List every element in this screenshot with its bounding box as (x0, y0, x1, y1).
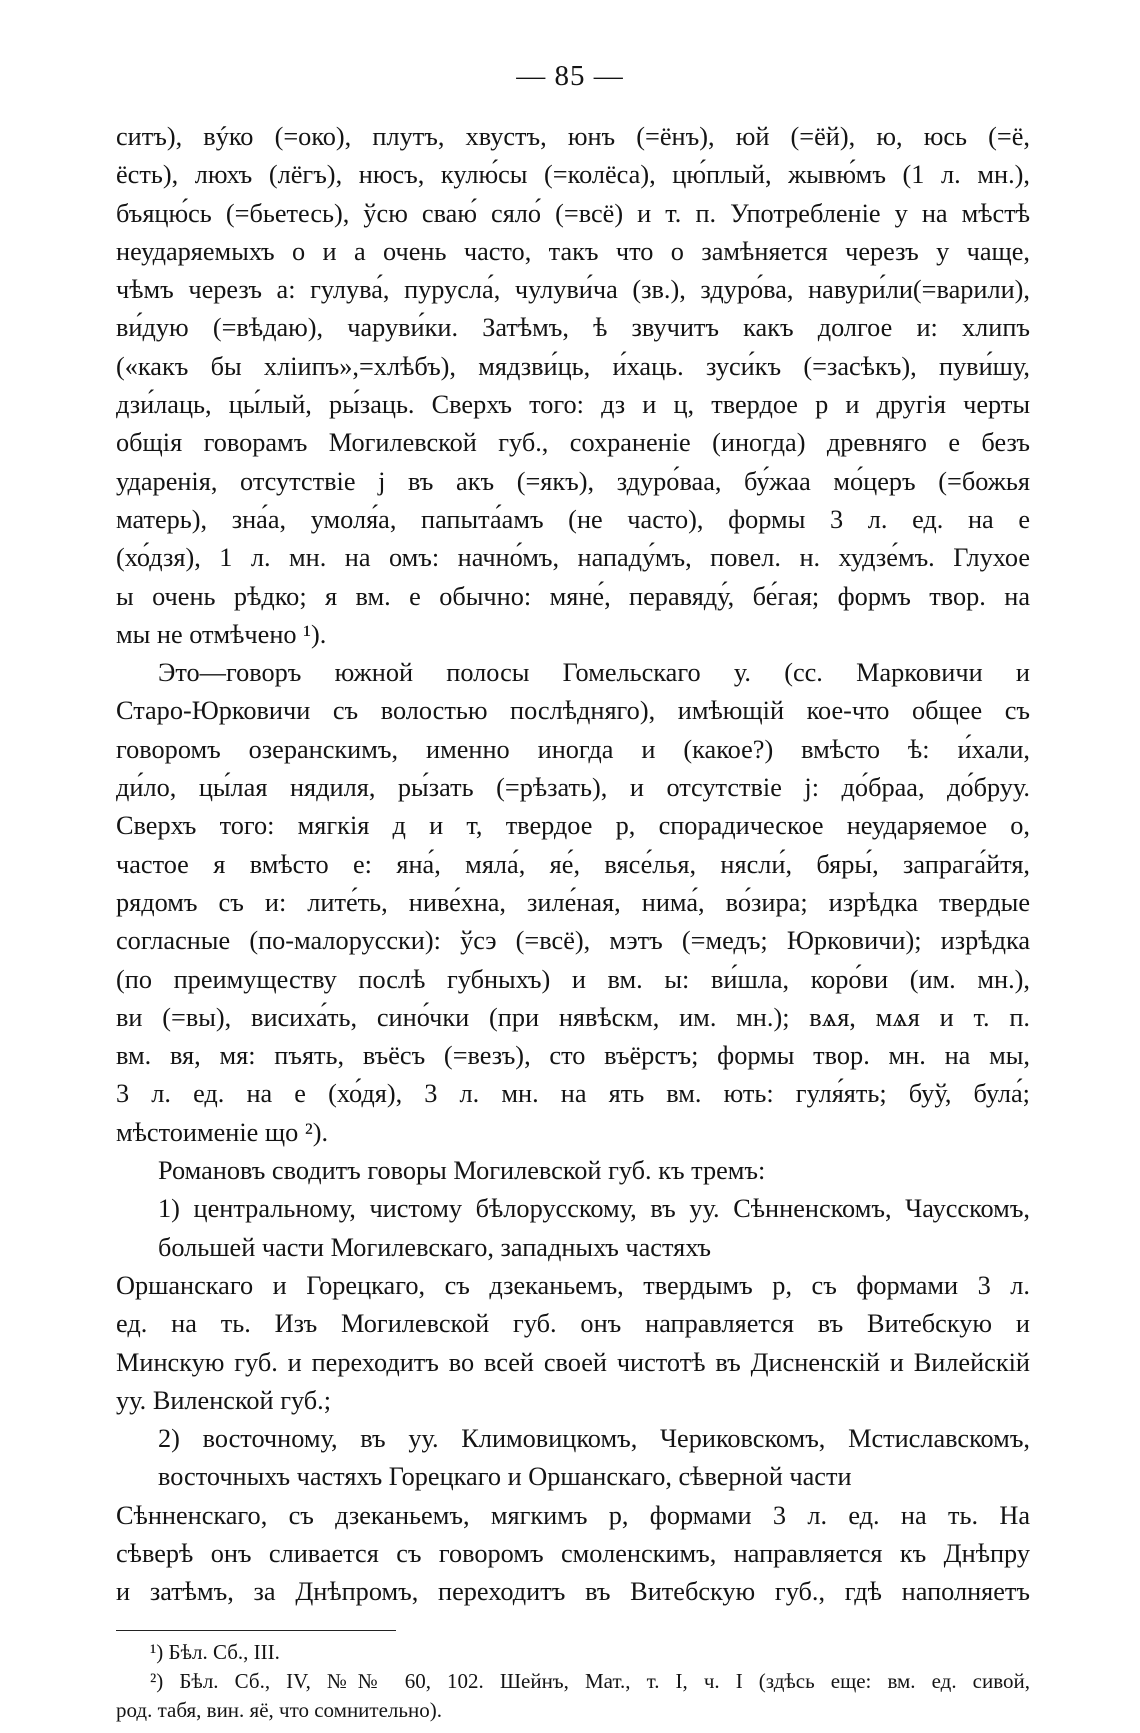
text-line: ви (=вы), висиха́ть, сино́чки (при нявѣскм, им. мн.); вѧя, мѧя и т. п. (116, 1002, 1030, 1032)
text-line: матерь), зна́а, умоля́а, папыта́амъ (не часто), формы 3 л. ед. на е (116, 504, 1030, 534)
paragraph-1 (116, 118, 1030, 654)
text-line: Старо-Юрковичи съ волостью послѣдняго), имѣющій кое-что общее съ (116, 696, 1030, 726)
text-line: бъяцю́сь (=бьетесь), ўсю сваю́ сяло́ (=всё) и т. п. Употребленіе у на мѣстѣ (116, 198, 1030, 228)
text-line: чѣмъ черезъ а: гулува́, пурусла́, чулуви́ча (зв.), здуро́ва, навури́ли(=варили), (116, 275, 1030, 305)
text-line: Это—говоръ южной полосы Гомельскаго у. (сс. Марковичи и (158, 658, 1030, 688)
footnotes (116, 1638, 1030, 1725)
text-line: частое я вмѣсто е: яна́, мяла́, яе́, вясе́лья, нясли́, бяры́, запрага́йтя, (116, 849, 1030, 879)
text-line: (по преимуществу послѣ губныхъ) и вм. ы: ви́шла, коро́ви (им. мн.), (116, 964, 1030, 994)
footnote-2-continued: род. табя, вин. яё, что сомнительно). (116, 1698, 442, 1722)
text-line: Оршанскаго и Горецкаго, съ дзеканьемъ, твердымъ р, съ формами 3 л. (116, 1270, 1030, 1300)
text-line: Сѣнненскаго, съ дзеканьемъ, мягкимъ р, формами 3 л. ед. на ть. На (116, 1500, 1030, 1530)
text-line: 1) центральному, чистому бѣлорусскому, въ уу. Сѣнненскомъ, Чаусскомъ, большей части Могилевскаго, западныхъ частяхъ (158, 1194, 1030, 1262)
text-line: неударяемыхъ о и а очень часто, такъ что о замѣняется черезъ у чаще, (116, 236, 1030, 266)
text-line: ёсть), люхъ (лёгъ), нюсъ, кулю́сы (=колёса), цю́плый, жывю́мъ (1 л. мн.), (116, 160, 1030, 190)
text-line: ви́дую (=вѣдаю), чаруви́ки. Затѣмъ, ѣ звучитъ какъ долгое и: хлипъ (116, 313, 1030, 343)
text-line: согласные (по-малорусски): ўсэ (=всё), мэтъ (=медъ; Юрковичи); изрѣдка (116, 926, 1030, 956)
text-line: говоромъ озеранскимъ, именно иногда и (какое?) вмѣсто ѣ: и́хали, (116, 734, 1030, 764)
text-line: Романовъ сводитъ говоры Могилевской губ. къ тремъ: (158, 1156, 766, 1186)
text-line: Минскую губ. и переходитъ во всей своей чистотѣ въ Дисненскій и Вилейскій уу. Виленской губ.; (116, 1347, 1030, 1415)
text-line: мѣстоименіе що ²). (116, 1117, 329, 1147)
text-line: сѣверѣ онъ сливается съ говоромъ смоленскимъ, направляется къ Днѣпру (116, 1538, 1030, 1568)
text-line: мы не отмѣчено ¹). (116, 619, 327, 649)
text-line: общія говорамъ Могилевской губ., сохраненіе (иногда) древняго е безъ (116, 428, 1030, 458)
text-line: ударенія, отсутствіе j въ акъ (=якъ), здуро́ваа, бу́жаа мо́церъ (=божья (116, 466, 1030, 496)
text-line: («какъ бы хліипъ»,=хлѣбъ), мядзви́ць, и́хаць. зуси́къ (=засѣкъ), пуви́шу, (116, 351, 1030, 381)
footnote-divider (116, 1630, 396, 1631)
text-line: рядомъ съ и: лите́ть, ниве́хна, зиле́ная, нима́, во́зира; изрѣдка твердые (116, 887, 1030, 917)
text-line: и затѣмъ, за Днѣпромъ, переходитъ въ Витебскую губ., гдѣ наполняетъ (116, 1577, 1030, 1607)
paragraph-2 (116, 654, 1030, 1152)
text-line: ед. на ть. Изъ Могилевской губ. онъ направляется въ Витебскую и (116, 1309, 1030, 1339)
text-line: ди́ло, цы́лая нядиля, ры́зать (=рѣзать), и отсутствіе j: до́браа, до́бруу. (116, 773, 1030, 803)
text-line: (хо́дзя), 1 л. мн. на омъ: начно́мъ, нападу́мъ, повел. н. худзе́мъ. Глухое (116, 543, 1030, 573)
text-line: вм. вя, мя: пъять, въёсъ (=везъ), сто въёрстъ; формы твор. мн. на мы, (116, 1041, 1030, 1071)
page-number: — 85 — (516, 60, 624, 92)
paragraph-3 (116, 1152, 1030, 1190)
text-line: Сверхъ того: мягкія д и т, твердое р, спорадическое неударяемое о, (116, 811, 1030, 841)
footnote-1: ¹) Бѣл. Сб., III. (150, 1640, 280, 1664)
paragraph-5 (116, 1420, 1030, 1611)
text-line: ситъ), вýко (=око), плутъ, хвустъ, юнъ (=ёнъ), юй (=ёй), ю, юсь (=ё, (116, 122, 1030, 151)
text-line: 2) восточному, въ уу. Климовицкомъ, Чериковскомъ, Мстиславскомъ, восточныхъ частяхъ Горецкаго и Оршанскаго, сѣверной части (158, 1424, 1030, 1492)
text-line: дзи́лаць, цы́лый, ры́заць. Сверхъ того: дз и ц, твердое р и другія черты (116, 390, 1030, 420)
paragraph-4 (116, 1190, 1030, 1420)
text-line: ы очень рѣдко; я вм. е обычно: мяне́, перавяду́, бе́гая; формъ твор. на (116, 581, 1030, 611)
body-text (116, 118, 1030, 1612)
footnote-2: ²) Бѣл. Сб., IV, №№ 60, 102. Шейнъ, Мат., т. I, ч. I (здѣсь еще: вм. ед. сивой, (150, 1669, 1030, 1693)
text-line: 3 л. ед. на е (хо́дя), 3 л. мн. на ять вм. ють: гуля́ять; буў, була́; (116, 1079, 1030, 1109)
